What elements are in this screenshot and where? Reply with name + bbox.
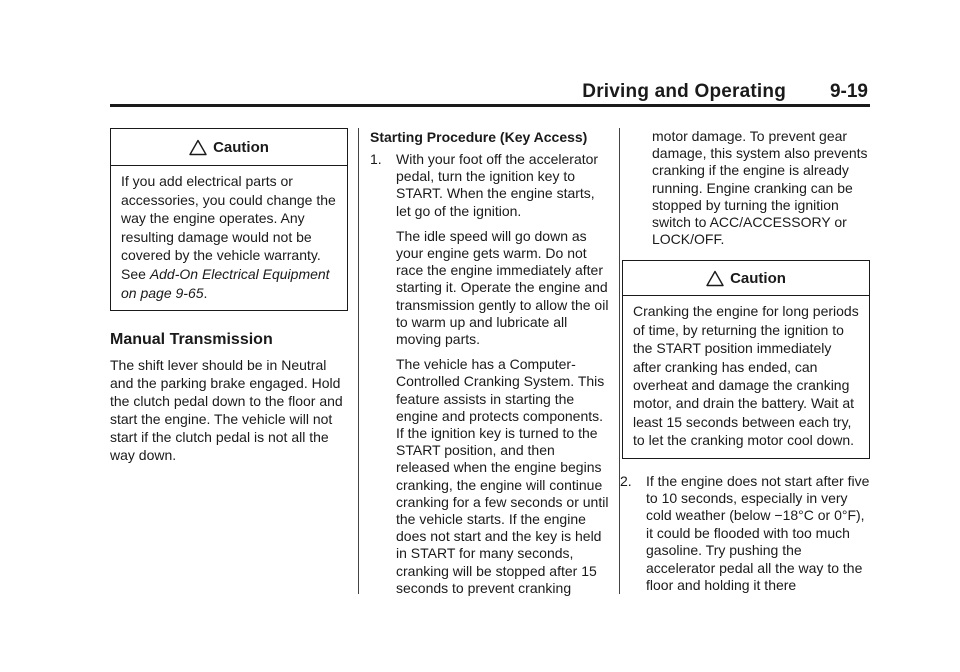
column-divider-left bbox=[358, 128, 359, 594]
cranking-system-text: The vehicle has a Computer-Controlled Cranking System. This feature assists in starting the engine and protects components. If the ignition key is turned to the START position, and then released when the engine begins cranking, the engine will continue cranking for a few seconds or until the vehicle starts. If the engine does not start and the key is held in START for many seconds, cranking will be stopped after 15 seconds to prevent cranking bbox=[396, 356, 609, 596]
caution-warning-icon bbox=[189, 139, 207, 156]
section-title: Driving and Operating bbox=[582, 81, 786, 102]
step-2-text: If the engine does not start after five to 10 seconds, especially in very cold weather (below −18°C or 0°F), it could be flooded with too much gasoline. Try pushing the accelerator pedal all the way to the floor and holding it there bbox=[646, 472, 870, 594]
cranking-continued-paragraph bbox=[652, 128, 870, 248]
column-middle bbox=[370, 128, 610, 597]
caution-header bbox=[111, 129, 347, 166]
column-right bbox=[620, 128, 870, 595]
caution-body bbox=[111, 166, 347, 310]
step-2 bbox=[620, 473, 870, 595]
caution-box-electrical bbox=[110, 128, 348, 311]
caution-text-2: Cranking the engine for long periods of time, by returning the ignition to the START position immediately after cranking has ended, can overheat and damage the cranking motor, and drain the battery. Wait at least 15 seconds between each try, to let the cranking motor cool down. bbox=[633, 303, 859, 449]
caution-warning-icon-2 bbox=[706, 270, 724, 287]
caution-see-line bbox=[121, 265, 337, 302]
period: . bbox=[203, 284, 208, 301]
step-1-number: 1. bbox=[370, 151, 382, 167]
cranking-system-paragraph bbox=[396, 356, 610, 597]
page-number: 9-19 bbox=[829, 81, 868, 102]
idle-speed-text: The idle speed will go down as your engine gets warm. Do not race the engine immediately after starting it. Operate the engine and transmission gently to allow the oil to warm up and lubricate all moving parts. bbox=[396, 227, 609, 348]
starting-procedure-heading: Starting Procedure (Key Access) bbox=[370, 129, 588, 145]
caution-text: If you add electrical parts or accessories, you could change the way the engine operates. Any resulting damage would not be covered by the vehicle warranty. bbox=[121, 173, 336, 264]
idle-speed-paragraph bbox=[396, 228, 610, 348]
cross-reference-link[interactable]: Add-On Electrical Equipment on page 9-65 bbox=[121, 265, 330, 301]
manual-transmission-text bbox=[110, 356, 348, 464]
caution-header-2 bbox=[623, 261, 869, 296]
see-label: See bbox=[121, 265, 150, 282]
manual-transmission-heading: Manual Transmission bbox=[110, 331, 273, 349]
caution-heading-2: Caution bbox=[730, 269, 786, 287]
step-1 bbox=[370, 151, 610, 220]
manual-transmission-paragraph: The shift lever should be in Neutral and the parking brake engaged. Hold the clutch pedal down to the floor and start the engine. The vehicle will not start if the clutch pedal is not all the way down. bbox=[110, 357, 343, 464]
column-left bbox=[110, 128, 348, 464]
cranking-continued-text: motor damage. To prevent gear damage, this system also prevents cranking if the engine is already running. Engine cranking can be stopped by turning the ignition switch to ACC/ACCESSORY or LOCK/OFF. bbox=[652, 128, 868, 248]
caution-heading: Caution bbox=[213, 138, 269, 156]
step-1-text: With your foot off the accelerator pedal, turn the ignition key to START. When the engine starts, let go of the ignition. bbox=[396, 151, 599, 219]
caution-box-cranking bbox=[622, 260, 870, 458]
step-2-number: 2. bbox=[620, 472, 632, 489]
page-header bbox=[110, 80, 870, 107]
caution-body-2 bbox=[623, 296, 869, 457]
